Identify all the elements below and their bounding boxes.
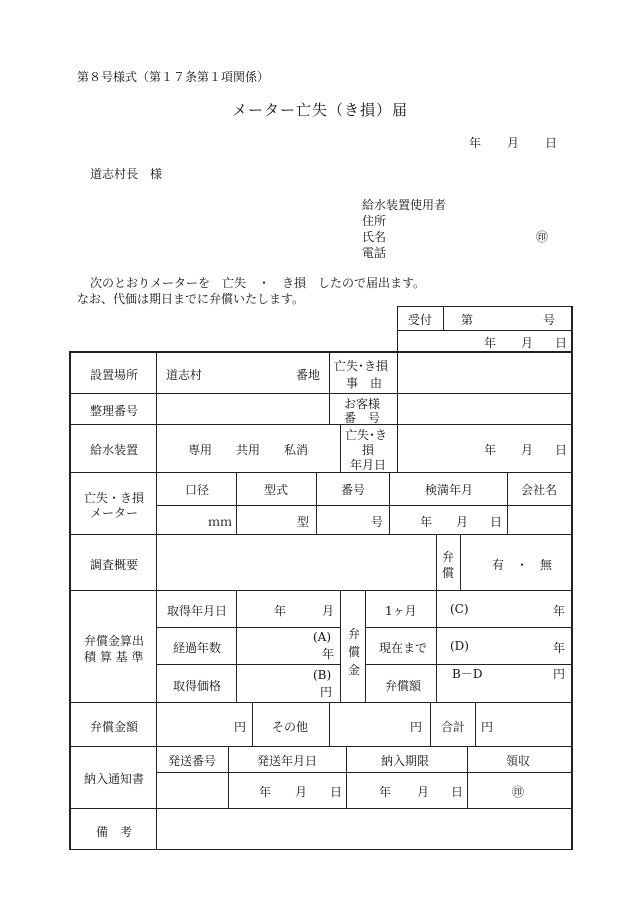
calc-comp-3: 金 bbox=[348, 663, 361, 677]
notice-line-1: 次のとおりメーターを 亡失 ・ き損 したので届出ます。 bbox=[90, 276, 426, 290]
reception-year: 年 bbox=[484, 336, 497, 350]
rule bbox=[460, 534, 461, 590]
rule bbox=[70, 849, 573, 850]
reception-day: 日 bbox=[555, 336, 568, 350]
rule bbox=[430, 702, 431, 746]
survey-label: 調査概要 bbox=[90, 558, 139, 572]
calc-label-1: 弁償金算出 bbox=[84, 634, 145, 648]
calc-comp-1: 弁 bbox=[348, 627, 361, 641]
applicant-phone-label: 電話 bbox=[362, 246, 387, 260]
rule bbox=[329, 351, 330, 424]
survey-comp-1: 弁 bbox=[442, 550, 455, 564]
rule bbox=[467, 746, 468, 808]
payment-send-day: 日 bbox=[330, 785, 343, 799]
rule bbox=[397, 330, 573, 331]
meter-unit-type: 型 bbox=[297, 515, 310, 529]
meter-unit-no: 号 bbox=[371, 515, 384, 529]
calc-d-mark: (D) bbox=[450, 639, 469, 653]
rule bbox=[365, 590, 366, 702]
device-date-label-1: 亡失･き bbox=[345, 428, 388, 442]
payment-header-send-date: 発送年月日 bbox=[257, 754, 318, 768]
rule bbox=[70, 702, 573, 703]
payment-label: 納入通知書 bbox=[84, 772, 145, 786]
payment-deadline-day: 日 bbox=[451, 785, 464, 799]
rule bbox=[329, 702, 330, 746]
amount-yen-1: 円 bbox=[234, 720, 247, 734]
rule bbox=[397, 306, 573, 307]
payment-send-month: 月 bbox=[295, 785, 308, 799]
amount-label: 弁償金額 bbox=[90, 720, 139, 734]
calc-d-unit: 年 bbox=[553, 641, 566, 655]
addressee: 道志村長 様 bbox=[90, 167, 163, 181]
rule bbox=[70, 393, 573, 394]
meter-header-company: 会社名 bbox=[521, 483, 558, 497]
rule bbox=[475, 702, 476, 746]
applicant-seal: ㊞ bbox=[536, 230, 549, 244]
meter-unit-mm: ｍｍ bbox=[208, 515, 233, 529]
payment-header-send-no: 発送番号 bbox=[168, 754, 217, 768]
rule bbox=[397, 351, 398, 472]
calc-acq-price: 取得価格 bbox=[173, 679, 222, 693]
amount-yen-3: 円 bbox=[481, 720, 494, 734]
rule bbox=[69, 351, 71, 850]
install-village: 道志村 bbox=[166, 368, 203, 382]
customer-label-1: お客様 bbox=[344, 397, 381, 411]
rule bbox=[70, 424, 573, 425]
rule bbox=[316, 472, 317, 534]
payment-header-deadline: 納入期限 bbox=[381, 754, 430, 768]
rule bbox=[156, 772, 573, 773]
survey-yes-no: 有 ・ 無 bbox=[492, 558, 553, 572]
rule bbox=[365, 627, 573, 628]
rule bbox=[236, 590, 237, 702]
device-date-label-3: 年月日 bbox=[350, 458, 387, 472]
calc-label-2: 積 算 基 準 bbox=[84, 650, 144, 664]
calc-acq-month: 月 bbox=[322, 604, 335, 618]
calc-b-unit: 円 bbox=[320, 685, 333, 699]
meter-header-diameter: 口径 bbox=[185, 483, 210, 497]
payment-header-receipt: 領収 bbox=[506, 754, 531, 768]
rule bbox=[228, 746, 229, 808]
rule bbox=[443, 306, 444, 330]
date-day: 日 bbox=[545, 136, 558, 150]
applicant-address-label: 住所 bbox=[362, 214, 387, 228]
applicant-name-label: 氏名 bbox=[362, 230, 387, 244]
rule bbox=[70, 590, 573, 591]
calc-formula-unit: 円 bbox=[553, 667, 566, 681]
rule bbox=[436, 534, 437, 590]
device-private: 私消 bbox=[284, 443, 309, 457]
device-label: 給水装置 bbox=[90, 443, 139, 457]
rule bbox=[156, 627, 340, 628]
rule bbox=[436, 590, 437, 702]
amount-total: 合計 bbox=[441, 720, 466, 734]
calc-comp-amount: 弁償額 bbox=[385, 679, 422, 693]
meter-label-1: 亡失・き損 bbox=[84, 491, 145, 505]
rule bbox=[340, 590, 341, 702]
calc-elapsed: 経過年数 bbox=[173, 641, 222, 655]
rule bbox=[397, 306, 398, 352]
calc-one-month: 1ヶ月 bbox=[385, 604, 417, 618]
payment-send-year: 年 bbox=[259, 785, 272, 799]
calc-acq-date: 取得年月日 bbox=[167, 604, 228, 618]
meter-year: 年 bbox=[420, 515, 433, 529]
rule bbox=[70, 472, 573, 473]
calc-until-now: 現在まで bbox=[379, 641, 428, 655]
reception-number-prefix: 第 bbox=[461, 313, 474, 327]
rule bbox=[389, 472, 390, 534]
page-title: メーター亡失（き損）届 bbox=[232, 101, 409, 119]
calc-c-mark: (C) bbox=[450, 602, 469, 616]
payment-deadline-year: 年 bbox=[379, 785, 392, 799]
remarks-label: 備 考 bbox=[96, 825, 133, 839]
survey-comp-2: 償 bbox=[442, 566, 455, 580]
date-month: 月 bbox=[507, 136, 520, 150]
rule bbox=[70, 746, 573, 747]
rule bbox=[571, 306, 573, 352]
amount-yen-2: 円 bbox=[410, 720, 423, 734]
rule bbox=[70, 808, 573, 809]
date-year: 年 bbox=[469, 136, 482, 150]
meter-header-number: 番号 bbox=[341, 483, 366, 497]
reception-number-suffix: 号 bbox=[543, 313, 556, 327]
device-shared: 共用 bbox=[236, 443, 261, 457]
reason-label-1: 亡失･き損 bbox=[334, 359, 389, 373]
rule bbox=[346, 746, 347, 808]
notice-line-2: なお、代価は期日までに弁償いたします。 bbox=[77, 292, 305, 306]
form-number: 第８号様式（第１７条第１項関係） bbox=[77, 70, 270, 84]
install-banchi: 番地 bbox=[296, 368, 321, 382]
serial-label: 整理番号 bbox=[90, 404, 139, 418]
calc-b-mark: (B) bbox=[313, 668, 332, 682]
meter-label-2: メーター bbox=[90, 506, 139, 520]
calc-a-mark: (A) bbox=[313, 630, 332, 644]
meter-day: 日 bbox=[490, 515, 503, 529]
device-month: 月 bbox=[521, 443, 534, 457]
calc-acq-year: 年 bbox=[274, 604, 287, 618]
meter-month: 月 bbox=[456, 515, 469, 529]
device-year: 年 bbox=[484, 443, 497, 457]
rule bbox=[340, 424, 341, 472]
reason-label-2: 事 由 bbox=[346, 376, 383, 390]
calc-formula: B－D bbox=[452, 667, 483, 681]
rule bbox=[252, 702, 253, 746]
rule bbox=[507, 472, 508, 534]
rule bbox=[70, 534, 573, 535]
applicant-heading: 給水装置使用者 bbox=[362, 198, 447, 212]
rule bbox=[156, 351, 157, 849]
device-exclusive: 専用 bbox=[188, 443, 213, 457]
payment-deadline-month: 月 bbox=[417, 785, 430, 799]
calc-comp-2: 償 bbox=[348, 645, 361, 659]
customer-label-2: 番 号 bbox=[344, 411, 381, 425]
install-label: 設置場所 bbox=[90, 368, 139, 382]
rule bbox=[156, 505, 573, 506]
meter-header-expiry: 検満年月 bbox=[425, 483, 474, 497]
device-date-label-2: 損 bbox=[362, 443, 375, 457]
reception-month: 月 bbox=[521, 336, 534, 350]
rule bbox=[571, 351, 573, 850]
payment-seal: ㊞ bbox=[512, 785, 525, 799]
reception-label: 受付 bbox=[408, 313, 433, 327]
meter-header-type: 型式 bbox=[264, 483, 289, 497]
device-day: 日 bbox=[555, 443, 568, 457]
calc-c-unit: 年 bbox=[553, 604, 566, 618]
rule bbox=[236, 472, 237, 534]
rule bbox=[156, 664, 340, 665]
calc-a-unit: 年 bbox=[322, 647, 335, 661]
rule bbox=[70, 351, 573, 353]
amount-other: その他 bbox=[272, 720, 309, 734]
